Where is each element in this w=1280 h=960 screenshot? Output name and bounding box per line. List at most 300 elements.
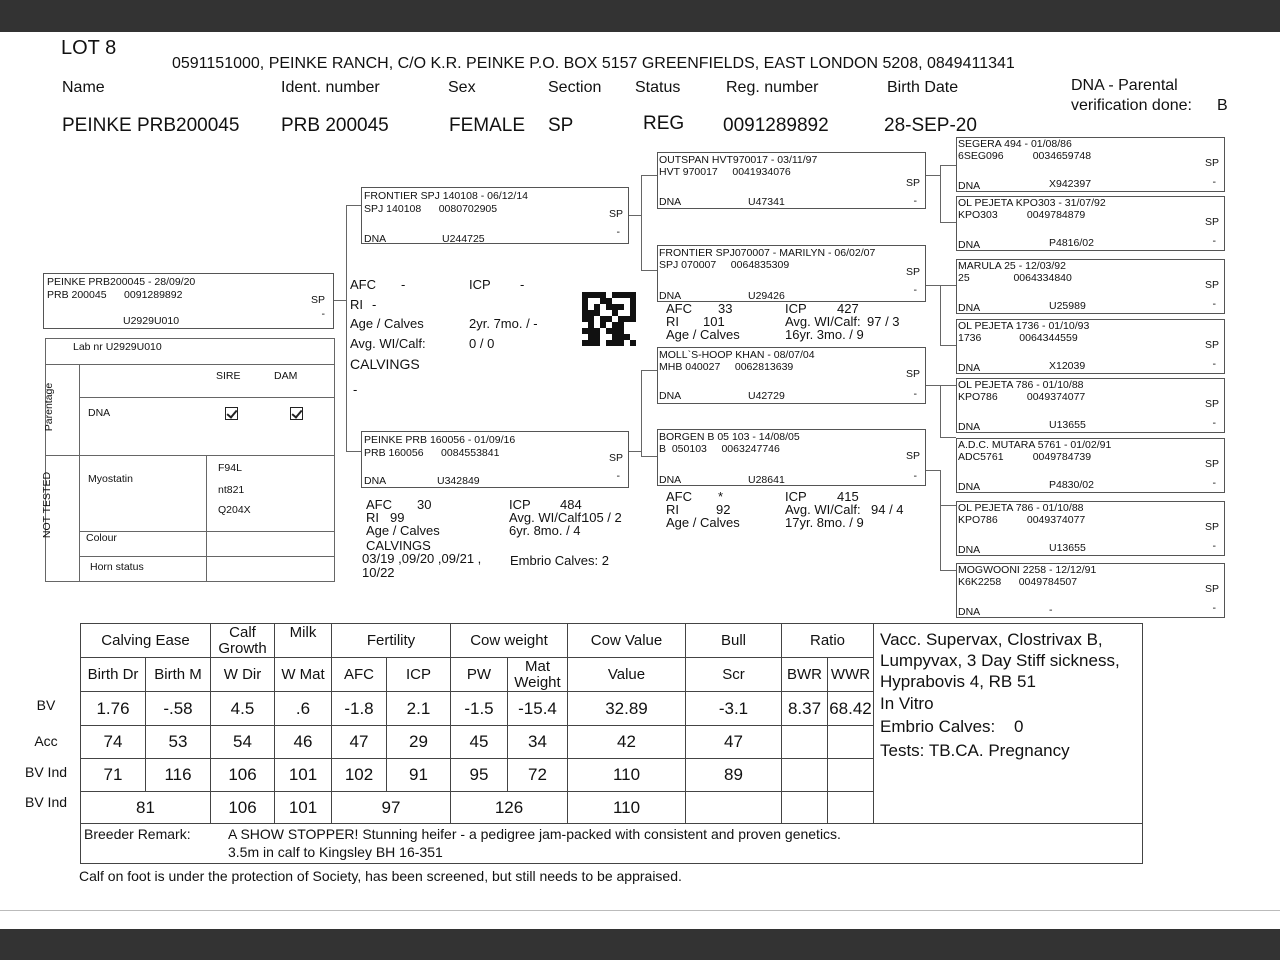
sire-col: SIRE — [216, 370, 241, 382]
ind2-bull — [686, 792, 782, 824]
connector-line — [926, 470, 940, 471]
dna-verification-value: B — [1217, 97, 1228, 114]
calvings-value: - — [353, 382, 358, 397]
ind2-cow-weight: 126 — [451, 792, 568, 824]
bv-value: -1.8 — [332, 692, 387, 726]
card-title: PEINKE PRB 160056 - 01/09/16 — [364, 434, 516, 446]
card-dna-label: DNA — [958, 544, 981, 556]
card-section: SP — [608, 208, 623, 220]
card-dna-label: DNA — [659, 474, 682, 486]
acc-value: 42 — [568, 726, 686, 759]
grandparent-card[interactable] — [657, 347, 926, 404]
card-dash: - — [1212, 235, 1216, 247]
gd1-ri: 101 — [703, 314, 725, 329]
card-dash: - — [913, 284, 917, 296]
remark-label: Breeder Remark: — [84, 826, 191, 842]
bv-value: -1.5 — [451, 692, 508, 726]
card-dna-value: U47341 — [748, 196, 785, 208]
gd1-icp-label: ICP — [785, 301, 807, 316]
animal-birth: 28-SEP-20 — [884, 115, 977, 136]
card-section: SP — [905, 368, 920, 380]
myostatin-label: Myostatin — [88, 473, 133, 485]
stat-ri: - — [372, 297, 377, 312]
header-dna-2: verification done: — [1071, 97, 1192, 114]
acc-value: 29 — [387, 726, 451, 759]
trait-header: W Mat — [275, 658, 332, 692]
row-label-bv-ind: BV Ind — [24, 764, 68, 780]
bv-ind-value: 106 — [211, 759, 275, 792]
connector-line — [940, 345, 956, 346]
subject-card[interactable] — [43, 273, 334, 329]
divider — [79, 531, 334, 532]
myostatin-q204x: Q204X — [218, 504, 251, 516]
connector-line — [940, 437, 956, 438]
connector-line — [641, 175, 642, 270]
great-grandparent-card[interactable] — [956, 196, 1225, 251]
trait-header: AFC — [332, 658, 387, 692]
card-dash: - — [1212, 417, 1216, 429]
card-dna-label: DNA — [659, 196, 682, 208]
card-section: SP — [608, 452, 623, 464]
dam-icp-label: ICP — [509, 497, 531, 512]
header-section: Section — [548, 79, 602, 96]
card-dna-value: U13655 — [1049, 419, 1086, 431]
qr-code-icon — [582, 292, 636, 344]
card-dash: - — [616, 226, 620, 238]
gd2-age-label: Age / Calves — [666, 515, 740, 530]
bv-ind-value: 72 — [508, 759, 568, 792]
gd1-age: 16yr. 3mo. / 9 — [785, 327, 864, 342]
dam-dna-checkbox — [290, 407, 303, 420]
stat-afc-label: AFC — [350, 277, 376, 292]
card-dna-label: DNA — [958, 362, 981, 374]
qr-module — [630, 340, 636, 346]
bv-value: 32.89 — [568, 692, 686, 726]
gd1-avg-label: Avg. WI/Calf: — [785, 314, 861, 329]
connector-line — [940, 165, 956, 166]
card-idline: K6K2258 0049784507 — [958, 576, 1078, 588]
breeder-remark — [81, 824, 1143, 864]
group-calving-ease: Calving Ease — [81, 624, 211, 658]
animal-name: PEINKE PRB200045 — [62, 115, 240, 136]
great-grandparent-card[interactable] — [956, 438, 1225, 493]
bv-ind-value: 101 — [275, 759, 332, 792]
bv-ind-value: 91 — [387, 759, 451, 792]
connector-line — [334, 300, 346, 301]
parentage-label: Parentage — [43, 382, 56, 432]
remark-line-1: A SHOW STOPPER! Stunning heifer - a pedigree jam-packed with consistent and proven genetics. — [228, 826, 841, 842]
card-title: FRONTIER SPJ070007 - MARILYN - 06/02/07 — [659, 247, 876, 259]
card-dna-value: U29426 — [748, 290, 785, 302]
card-dna-value: U13655 — [1049, 542, 1086, 554]
card-idline: SPJ 140108 0080702905 — [364, 203, 498, 215]
stat-age-label: Age / Calves — [350, 316, 424, 331]
gd1-age-label: Age / Calves — [666, 327, 740, 342]
card-title: MARULA 25 - 12/03/92 — [958, 260, 1066, 272]
card-title: MOGWOONI 2258 - 12/12/91 — [958, 564, 1097, 576]
card-dash: - — [1212, 477, 1216, 489]
acc-value: 74 — [81, 726, 146, 759]
card-dna-label: DNA — [958, 606, 981, 618]
card-dash: - — [1212, 602, 1216, 614]
connector-line — [940, 222, 956, 223]
dam-afc: 30 — [417, 497, 432, 512]
card-section: SP — [1204, 157, 1219, 169]
bv-value: .6 — [275, 692, 332, 726]
gd1-ri-label: RI — [666, 314, 679, 329]
trait-header: Birth M — [146, 658, 211, 692]
card-dash: - — [913, 388, 917, 400]
header-birth: Birth Date — [887, 79, 959, 96]
great-grandparent-card[interactable] — [956, 319, 1225, 374]
card-dna-label: DNA — [659, 390, 682, 402]
bv-ind-value — [782, 759, 828, 792]
connector-line — [940, 285, 956, 286]
acc-value: 54 — [211, 726, 275, 759]
gd1-icp: 427 — [837, 301, 859, 316]
dam-ri-label: RI — [366, 510, 379, 525]
bv-value: -15.4 — [508, 692, 568, 726]
card-section: SP — [1204, 216, 1219, 228]
sire-card[interactable] — [361, 187, 629, 244]
card-idline: 25 0064334840 — [958, 272, 1072, 284]
divider — [206, 455, 207, 582]
card-dna-label: DNA — [958, 180, 981, 192]
dna-row: DNA — [88, 407, 111, 419]
dam-age: 6yr. 8mo. / 4 — [509, 523, 581, 538]
connector-line — [641, 175, 657, 176]
card-section: SP — [905, 177, 920, 189]
card-section: SP — [1204, 398, 1219, 410]
card-dna-label: DNA — [958, 481, 981, 493]
gd1-avg: 97 / 3 — [867, 314, 900, 329]
horn-label: Horn status — [90, 561, 144, 573]
dam-icp: 484 — [560, 497, 582, 512]
acc-value — [782, 726, 828, 759]
connector-line — [641, 370, 642, 456]
group-bull: Bull — [686, 624, 782, 658]
header-dna-1: DNA - Parental — [1071, 77, 1178, 94]
bv-ind-value: 110 — [568, 759, 686, 792]
trait-header: ICP — [387, 658, 451, 692]
gd2-ri: 92 — [716, 502, 731, 517]
card-title: FRONTIER SPJ 140108 - 06/12/14 — [364, 190, 528, 202]
card-dna-label: DNA — [958, 302, 981, 314]
card-title: OL PEJETA 1736 - 01/10/93 — [958, 320, 1090, 332]
acc-value: 46 — [275, 726, 332, 759]
embrio-value: 0 — [1014, 717, 1024, 736]
ind2-cow-value: 110 — [568, 792, 686, 824]
card-idline: SPJ 070007 0064835309 — [659, 259, 790, 271]
card-section: SP — [1204, 458, 1219, 470]
card-idline: B 050103 0063247746 — [659, 443, 780, 455]
bv-ind-value: 102 — [332, 759, 387, 792]
card-dash: - — [913, 470, 917, 482]
card-dna-label: DNA — [364, 475, 387, 487]
card-idline: KPO786 0049374077 — [958, 391, 1086, 403]
bv-ind-value: 71 — [81, 759, 146, 792]
card-dna-label: DNA — [659, 290, 682, 302]
divider — [46, 364, 334, 365]
card-title: BORGEN B 05 103 - 14/08/05 — [659, 431, 800, 443]
stat-age: 2yr. 7mo. / - — [469, 316, 538, 331]
dam-embrio: Embrio Calves: 2 — [510, 553, 609, 568]
card-title: A.D.C. MUTARA 5761 - 01/02/91 — [958, 439, 1112, 451]
header-ident: Ident. number — [281, 79, 380, 96]
embrio-calves — [880, 717, 1136, 737]
card-dash: - — [616, 470, 620, 482]
acc-value: 47 — [686, 726, 782, 759]
bv-value: 2.1 — [387, 692, 451, 726]
card-section: SP — [1204, 521, 1219, 533]
card-lab: U2929U010 — [123, 315, 180, 327]
connector-line — [641, 456, 657, 457]
trait-header: Mat Weight — [508, 658, 568, 692]
connector-line — [940, 385, 956, 386]
page-divider — [0, 910, 1280, 911]
card-dash: - — [913, 195, 917, 207]
grandparent-card[interactable] — [657, 152, 926, 209]
colour-label: Colour — [86, 532, 117, 544]
connector-line — [940, 285, 941, 345]
card-section: SP — [1204, 583, 1219, 595]
bv-value: 4.5 — [211, 692, 275, 726]
divider — [79, 556, 334, 557]
row-label-bv-ind-2: BV Ind — [24, 794, 68, 810]
gd2-age: 17yr. 8mo. / 9 — [785, 515, 864, 530]
card-dna-value: U342849 — [437, 475, 480, 487]
group-cow-value: Cow Value — [568, 624, 686, 658]
card-dna-value: U25989 — [1049, 300, 1086, 312]
card-idline: MHB 040027 0062813639 — [659, 361, 794, 373]
myostatin-f94l: F94L — [218, 462, 242, 474]
connector-line — [940, 470, 941, 570]
lot-number: LOT 8 — [61, 37, 117, 59]
card-title: SEGERA 494 - 01/08/86 — [958, 138, 1072, 150]
card-idline: 6SEG096 0034659748 — [958, 150, 1092, 162]
bv-value: -3.1 — [686, 692, 782, 726]
card-idline: ADC5761 0049784739 — [958, 451, 1092, 463]
connector-line — [629, 451, 641, 452]
connector-line — [629, 215, 641, 216]
gd2-avg-label: Avg. WI/Calf: — [785, 502, 861, 517]
stat-ri-label: RI — [350, 297, 363, 312]
bottom-bar — [0, 929, 1280, 960]
grandparent-card[interactable] — [657, 245, 926, 302]
top-bar — [0, 0, 1280, 32]
trait-header: Value — [568, 658, 686, 692]
dam-col: DAM — [274, 370, 298, 382]
animal-sex: FEMALE — [449, 115, 526, 136]
great-grandparent-card[interactable] — [956, 378, 1225, 433]
row-label-bv: BV — [36, 697, 56, 713]
card-dash: - — [1212, 540, 1216, 552]
ind2-bwr — [782, 792, 828, 824]
not-tested-label: NOT TESTED — [41, 471, 54, 539]
footer-note: Calf on foot is under the protection of Society, has been screened, but still needs to be appraised. — [79, 868, 682, 884]
card-dna-value: - — [1049, 604, 1053, 616]
connector-line — [926, 385, 940, 386]
card-title: OL PEJETA 786 - 01/10/88 — [958, 502, 1084, 514]
card-idline: HVT 970017 0041934076 — [659, 166, 791, 178]
connector-line — [926, 175, 940, 176]
card-dna-value: X12039 — [1049, 360, 1086, 372]
notes-cell — [874, 624, 1143, 824]
bv-value: 8.37 — [782, 692, 828, 726]
stat-icp: - — [520, 277, 525, 292]
stat-avg-label: Avg. WI/Calf: — [350, 336, 426, 351]
calvings-label: CALVINGS — [350, 356, 420, 372]
card-section: SP — [1204, 279, 1219, 291]
bv-ind-value: 89 — [686, 759, 782, 792]
gd2-icp: 415 — [837, 489, 859, 504]
animal-section: SP — [548, 115, 574, 136]
gd2-avg: 94 / 4 — [871, 502, 904, 517]
card-idline: KPO786 0049374077 — [958, 514, 1086, 526]
grandparent-card[interactable] — [657, 429, 926, 486]
gd1-afc-label: AFC — [666, 301, 692, 316]
dam-calving-dates: 03/19 ,09/20 ,09/21 , — [362, 551, 482, 566]
animal-reg: 0091289892 — [723, 115, 829, 136]
connector-line — [940, 165, 941, 222]
trait-header: PW — [451, 658, 508, 692]
divider — [46, 455, 334, 456]
stat-avg: 0 / 0 — [469, 336, 495, 351]
bv-ind-value — [828, 759, 874, 792]
stat-icp-label: ICP — [469, 277, 491, 292]
card-dna-value: P4816/02 — [1049, 237, 1094, 249]
card-title: PEINKE PRB200045 - 28/09/20 — [47, 276, 196, 288]
in-vitro: In Vitro — [880, 694, 934, 713]
trait-header: W Dir — [211, 658, 275, 692]
dam-card[interactable] — [361, 431, 629, 488]
card-section: SP — [1204, 339, 1219, 351]
card-title: OUTSPAN HVT970017 - 03/11/97 — [659, 154, 818, 166]
card-dna-value: U244725 — [442, 233, 485, 245]
card-dna-label: DNA — [958, 421, 981, 433]
embrio-label: Embrio Calves: — [880, 717, 996, 736]
animal-ident: PRB 200045 — [281, 115, 389, 136]
lab-number: Lab nr U2929U010 — [73, 341, 162, 353]
sire-dna-checkbox — [225, 407, 238, 420]
group-ratio: Ratio — [782, 624, 874, 658]
gd2-ri-label: RI — [666, 502, 679, 517]
card-dash: - — [1212, 176, 1216, 188]
myostatin-nt821: nt821 — [218, 484, 245, 496]
great-grandparent-card[interactable] — [956, 137, 1225, 192]
dam-afc-label: AFC — [366, 497, 392, 512]
dam-avg-label: Avg. WI/Calf: — [509, 510, 585, 525]
header-sex: Sex — [448, 79, 476, 96]
header-reg: Reg. number — [726, 79, 819, 96]
acc-value: 34 — [508, 726, 568, 759]
header-name: Name — [62, 79, 105, 96]
connector-line — [346, 451, 361, 452]
gd2-afc: * — [718, 489, 724, 504]
ind2-milk: 101 — [275, 792, 332, 824]
ind2-calving: 81 — [81, 792, 211, 824]
card-idline: PRB 200045 0091289892 — [47, 289, 183, 301]
card-idline: KPO303 0049784879 — [958, 209, 1086, 221]
card-idline: PRB 160056 0084553841 — [364, 447, 500, 459]
great-grandparent-card[interactable] — [956, 501, 1225, 556]
card-title: OL PEJETA KPO303 - 31/07/92 — [958, 197, 1106, 209]
card-dna-label: DNA — [364, 233, 387, 245]
dam-calvings-label: CALVINGS — [366, 538, 431, 553]
dam-avg: 105 / 2 — [582, 510, 622, 525]
group-milk: Milk — [275, 624, 332, 658]
connector-line — [940, 505, 956, 506]
card-dna-label: DNA — [958, 239, 981, 251]
card-section: SP — [310, 294, 325, 306]
trait-header: Scr — [686, 658, 782, 692]
bv-value: -.58 — [146, 692, 211, 726]
ind2-fertility: 97 — [332, 792, 451, 824]
group-fertility: Fertility — [332, 624, 451, 658]
bv-value: 1.76 — [81, 692, 146, 726]
connector-line — [926, 285, 940, 286]
card-dash: - — [1212, 358, 1216, 370]
card-section: SP — [905, 266, 920, 278]
ebv-table — [80, 623, 1143, 864]
acc-value: 53 — [146, 726, 211, 759]
trait-header: BWR — [782, 658, 828, 692]
connector-line — [346, 205, 347, 451]
card-title: OL PEJETA 786 - 01/10/88 — [958, 379, 1084, 391]
bv-value: 68.42 — [828, 692, 874, 726]
group-calf-growth: Calf Growth — [211, 624, 275, 658]
card-dna-value: X942397 — [1049, 178, 1092, 190]
stat-afc: - — [401, 277, 406, 292]
acc-value: 45 — [451, 726, 508, 759]
connector-line — [641, 370, 657, 371]
gd1-afc: 33 — [718, 301, 733, 316]
tests: Tests: TB.CA. Pregnancy — [880, 741, 1070, 760]
animal-status: REG — [643, 113, 685, 134]
card-section: SP — [905, 450, 920, 462]
connector-line — [940, 385, 941, 437]
card-dash: - — [321, 308, 325, 320]
card-title: MOLL`S-HOOP KHAN - 08/07/04 — [659, 349, 815, 361]
header-status: Status — [635, 79, 681, 96]
lab-panel — [41, 338, 335, 582]
gd2-afc-label: AFC — [666, 489, 692, 504]
gd2-icp-label: ICP — [785, 489, 807, 504]
dam-calving-dates-2: 10/22 — [362, 565, 395, 580]
card-idline: 1736 0064344559 — [958, 332, 1078, 344]
ind2-wwr — [828, 792, 874, 824]
card-dna-value: P4830/02 — [1049, 479, 1094, 491]
trait-header: Birth Dr — [81, 658, 146, 692]
trait-header: WWR — [828, 658, 874, 692]
row-label-acc: Acc — [34, 733, 58, 749]
group-cow-weight: Cow weight — [451, 624, 568, 658]
remark-line-2: 3.5m in calf to Kingsley BH 16-351 — [228, 844, 443, 860]
acc-value — [828, 726, 874, 759]
card-dna-value: U28641 — [748, 474, 785, 486]
great-grandparent-card[interactable] — [956, 259, 1225, 314]
connector-line — [641, 270, 657, 271]
connector-line — [940, 570, 956, 571]
acc-value: 47 — [332, 726, 387, 759]
breeder-address: 0591151000, PEINKE RANCH, C/O K.R. PEINKE P.O. BOX 5157 GREENFIELDS, EAST LONDON 5208, 0849411341 — [172, 55, 1015, 72]
great-grandparent-card[interactable] — [956, 563, 1225, 618]
bv-ind-value: 95 — [451, 759, 508, 792]
dam-age-label: Age / Calves — [366, 523, 440, 538]
dam-ri: 99 — [390, 510, 405, 525]
ind2-growth: 106 — [211, 792, 275, 824]
connector-line — [346, 205, 361, 206]
